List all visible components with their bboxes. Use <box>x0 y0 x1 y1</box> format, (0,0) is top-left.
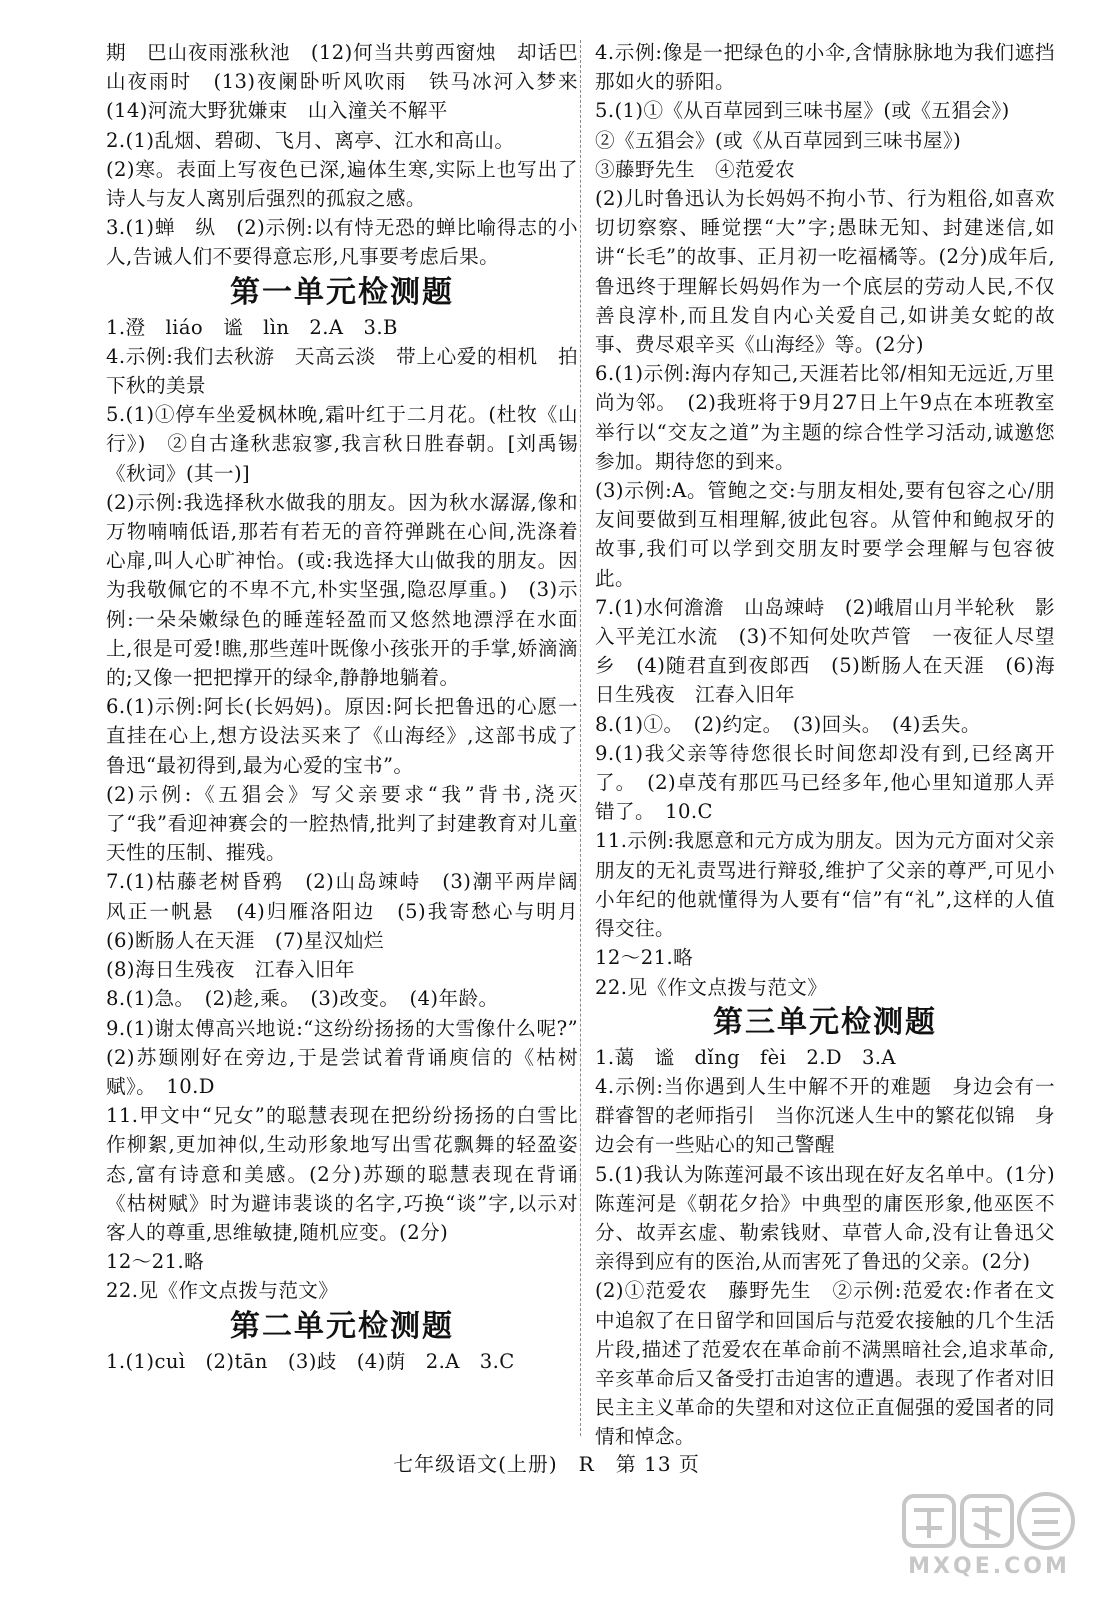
paragraph: 5.(1)①《从百草园到三味书屋》(或《五猖会》) <box>595 99 1010 123</box>
paragraph: 5.(1)①停车坐爱枫林晚,霜叶红于二月花。(杜牧《山行》) ②自古逢秋悲寂寥,我言秋日胜春朝。[刘禹锡《秋词》(其一)] <box>106 403 578 485</box>
paragraph: 2.(1)乱烟、碧砌、飞月、离亭、江水和高山。 <box>106 128 515 152</box>
paragraph: 8.(1)①。 (2)约定。 (3)回头。 (4)丢失。 <box>595 712 981 736</box>
page-footer: 七年级语文(上册) R 第 13 页 <box>393 1452 700 1476</box>
paragraph: 12～21.略 <box>106 1250 205 1274</box>
watermark-logo <box>898 1488 1078 1588</box>
paragraph: 6.(1)示例:海内存知己,天涯若比邻/相知无远近,万里尚为邻。 (2)我班将于9月27日上午9点在本班教室举行以“交友之道”为主题的综合性学习活动,诚邀您参加。期待您的到来。 <box>595 362 1055 473</box>
paragraph: 9.(1)谢太傅高兴地说:“这纷纷扬扬的大雪像什么呢?” (2)苏颋刚好在旁边,于是尝试着背诵庾信的《枯树赋》。 10.D <box>106 1016 598 1098</box>
paragraph: 1.蔼 谧 dǐng fèi 2.D 3.A <box>595 1045 896 1069</box>
paragraph: 8.(1)急。 (2)趁,乘。 (3)改变。 (4)年龄。 <box>106 987 499 1011</box>
paragraph: (2)①范爱农 藤野先生 ②示例:范爱农:作者在文中追叙了在日留学和回国后与范爱农接触的几个生活片段,描述了范爱农在革命前不满黑暗社会,追求革命,辛亥革命后又备受打击迫害的遭遇。表现了作者对旧民主主义革命的失望和对这位正直倔强的爱国者的同情和悼念。 <box>595 1279 1055 1449</box>
unit2-heading: 第二单元检测题 <box>230 1308 454 1344</box>
paragraph: 1.(1)cuì (2)tān (3)歧 (4)荫 2.A 3.C <box>106 1349 515 1373</box>
paragraph: 11.示例:我愿意和元方成为朋友。因为元方面对父亲朋友的无礼责骂进行辩驳,维护了父亲的尊严,可见小小年纪的他就懂得为人要有“信”有“礼”,这样的人值得交往。 <box>595 829 1055 941</box>
paragraph: 7.(1)枯藤老树昏鸦 (2)山岛竦峙 (3)潮平两岸阔 风正一帆悬 (4)归雁洛阳边 (5)我寄愁心与明月 (6)断肠人在天涯 (7)星汉灿烂 <box>106 870 598 952</box>
paragraph: (2)示例:《五猖会》写父亲要求“我”背书,浇灭了“我”看迎神赛会的一腔热情,批判了封建教育对儿童天性的压制、摧残。 <box>106 782 578 865</box>
paragraph: 22.见《作文点拨与范文》 <box>595 975 828 999</box>
right-column <box>595 38 1055 1452</box>
unit3-heading: 第三单元检测题 <box>713 1004 937 1040</box>
paragraph: 7.(1)水何澹澹 山岛竦峙 (2)峨眉山月半轮秋 影入平羌江水流 (3)不知何处吹芦管 一夜征人尽望乡 (4)随君直到夜郎西 (5)断肠人在天涯 (6)海日生残夜 江春入旧年 <box>595 595 1055 707</box>
paragraph: 期 巴山夜雨涨秋池 (12)何当共剪西窗烛 却话巴山夜雨时 (13)夜阑卧听风吹雨 铁马冰河入梦来 (14)河流大野犹嫌束 山入潼关不解平 <box>106 41 598 123</box>
paragraph: 22.见《作文点拨与范文》 <box>106 1279 339 1303</box>
paragraph: ③藤野先生 ④范爱农 <box>595 157 795 181</box>
unit1-heading: 第一单元检测题 <box>230 274 454 310</box>
paragraph: 4.示例:像是一把绿色的小伞,含情脉脉地为我们遮挡那如火的骄阳。 <box>595 41 1055 94</box>
paragraph: 9.(1)我父亲等待您很长时间您却没有到,已经离开了。 (2)卓茂有那匹马已经多年,他心里知道那人弄错了。 10.C <box>595 741 1055 824</box>
paragraph: (8)海日生残夜 江春入旧年 <box>106 958 355 982</box>
watermark-site: MXQE.COM <box>908 1554 1070 1579</box>
paragraph: (2)寒。表面上写夜色已深,遍体生寒,实际上也写出了诗人与友人离别后强烈的孤寂之感。 <box>106 157 578 211</box>
paragraph: 5.(1)我认为陈莲河最不该出现在好友名单中。(1分)陈莲河是《朝花夕拾》中典型的庸医形象,他巫医不分、故弄玄虚、勒索钱财、草菅人命,没有让鲁迅父亲得到应有的医治,从而害死了鲁迅的父亲。(2分) <box>595 1162 1055 1274</box>
left-column <box>106 38 598 1376</box>
paragraph: 6.(1)示例:阿长(长妈妈)。原因:阿长把鲁迅的心愿一直挂在心上,想方设法买来了《山海经》,这部书成了鲁迅“最初得到,最为心爱的宝书”。 <box>106 695 578 777</box>
paragraph: ②《五猖会》(或《从百草园到三味书屋》) <box>595 128 962 152</box>
paragraph: (2)示例:我选择秋水做我的朋友。因为秋水潺潺,像和万物喃喃低语,那若有若无的音符弹跳在心间,洗涤着心扉,叫人心旷神怡。(或:我选择大山做我的朋友。因为我敬佩它的不卑不亢,朴实坚强,隐忍厚重。) (3)示例:一朵朵嫩绿色的睡莲轻盈而又悠然地漂浮在水面上,很是可爱!瞧,那些莲叶既像小孩张开的手掌,娇滴滴的;又像一把把撑开的绿伞,静静地躺着。 <box>106 490 578 690</box>
paragraph: 1.澄 liáo 谧 lìn 2.A 3.B <box>106 315 398 339</box>
paragraph: 11.甲文中“兄女”的聪慧表现在把纷纷扬扬的白雪比作柳絮,更加神似,生动形象地写出雪花飘舞的轻盈姿态,富有诗意和美感。(2分)苏颋的聪慧表现在背诵《枯树赋》时为避讳裴谈的名字,巧换“谈”字,以示对客人的尊重,思维敏捷,随机应变。(2分) <box>106 1104 578 1244</box>
paragraph: 4.示例:当你遇到人生中解不开的难题 身边会有一群睿智的老师指引 当你沉迷人生中的繁花似锦 身边会有一些贴心的知己警醒 <box>595 1074 1055 1157</box>
paragraph: (3)示例:A。管鲍之交:与朋友相处,要有包容之心/朋友间要做到互相理解,彼此包容。从管仲和鲍叔牙的故事,我们可以学到交朋友时要学会理解与包容彼此。 <box>595 479 1055 590</box>
watermark-logo-icon <box>898 1488 1078 1558</box>
paragraph: 4.示例:我们去秋游 天高云淡 带上心爱的相机 拍下秋的美景 <box>106 344 578 398</box>
paragraph: 3.(1)蝉 纵 (2)示例:以有恃无恐的蝉比喻得志的小人,告诫人们不要得意忘形,凡事要考虑后果。 <box>106 216 578 269</box>
column-divider <box>580 40 581 1436</box>
paragraph: (2)儿时鲁迅认为长妈妈不拘小节、行为粗俗,如喜欢切切察察、睡觉摆“大”字;愚昧无知、封建迷信,如讲“长毛”的故事、正月初一吃福橘等。(2分)成年后,鲁迅终于理解长妈妈作为一个底层的劳动人民,不仅善良淳朴,而且发自内心关爱自己,如讲美女蛇的故事、费尽艰辛买《山海经》等。(2分) <box>595 187 1055 357</box>
paragraph: 12～21.略 <box>595 946 694 970</box>
